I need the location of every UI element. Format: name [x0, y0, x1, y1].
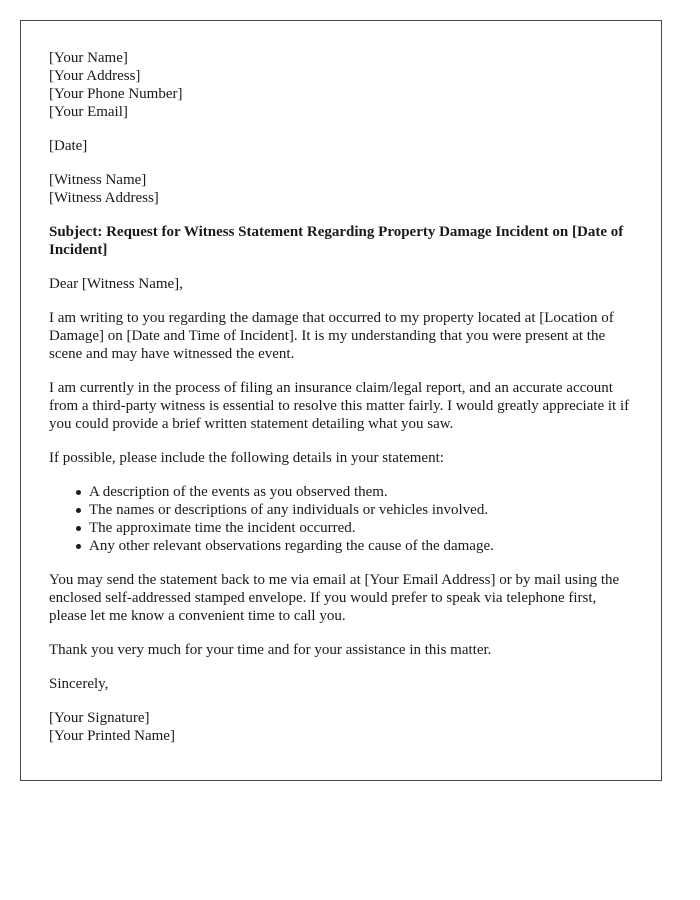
closing-paragraph-1: You may send the statement back to me via email at [Your Email Address] or by mail using the enclosed self-addressed stamped envelope. If you would prefer to speak via telephone first, please let me know a convenient time to call you.: [49, 572, 620, 624]
signature-line: [Your Signature]: [49, 710, 150, 726]
letter-date: [Date]: [49, 138, 88, 154]
printed-name: [Your Printed Name]: [49, 728, 175, 744]
details-list: [49, 483, 633, 555]
sender-name: [Your Name]: [49, 50, 128, 66]
signature-block: [49, 709, 633, 745]
recipient-name: [Witness Name]: [49, 172, 147, 188]
sender-address: [Your Address]: [49, 68, 141, 84]
body-paragraph-3: If possible, please include the following details in your statement:: [49, 450, 444, 466]
list-item: The approximate time the incident occurred.: [89, 519, 633, 537]
recipient-address: [Witness Address]: [49, 190, 159, 206]
sender-email: [Your Email]: [49, 104, 128, 120]
letter-page: [20, 20, 662, 781]
body-paragraph-2: I am currently in the process of filing an insurance claim/legal report, and an accurate account from a third-party witness is essential to resolve this matter fairly. I would greatly appreciate it if you could provide a brief written statement detailing what you saw.: [49, 380, 630, 432]
sign-off: Sincerely,: [49, 676, 109, 692]
sender-block: [49, 49, 633, 121]
body-paragraph-1: I am writing to you regarding the damage that occurred to my property located at [Location of Damage] on [Date and Time of Incident]. It is my understanding that you were present at the scene and may have witnessed the event.: [49, 310, 614, 362]
list-item: A description of the events as you observed them.: [89, 483, 633, 501]
sender-phone: [Your Phone Number]: [49, 86, 183, 102]
subject-line: Subject: Request for Witness Statement Regarding Property Damage Incident on [Date of Incident]: [49, 224, 624, 258]
closing-paragraph-2: Thank you very much for your time and for your assistance in this matter.: [49, 642, 492, 658]
list-item: Any other relevant observations regarding the cause of the damage.: [89, 537, 633, 555]
list-item: The names or descriptions of any individuals or vehicles involved.: [89, 501, 633, 519]
date-block: [49, 137, 633, 155]
recipient-block: [49, 171, 633, 207]
salutation: Dear [Witness Name],: [49, 276, 183, 292]
